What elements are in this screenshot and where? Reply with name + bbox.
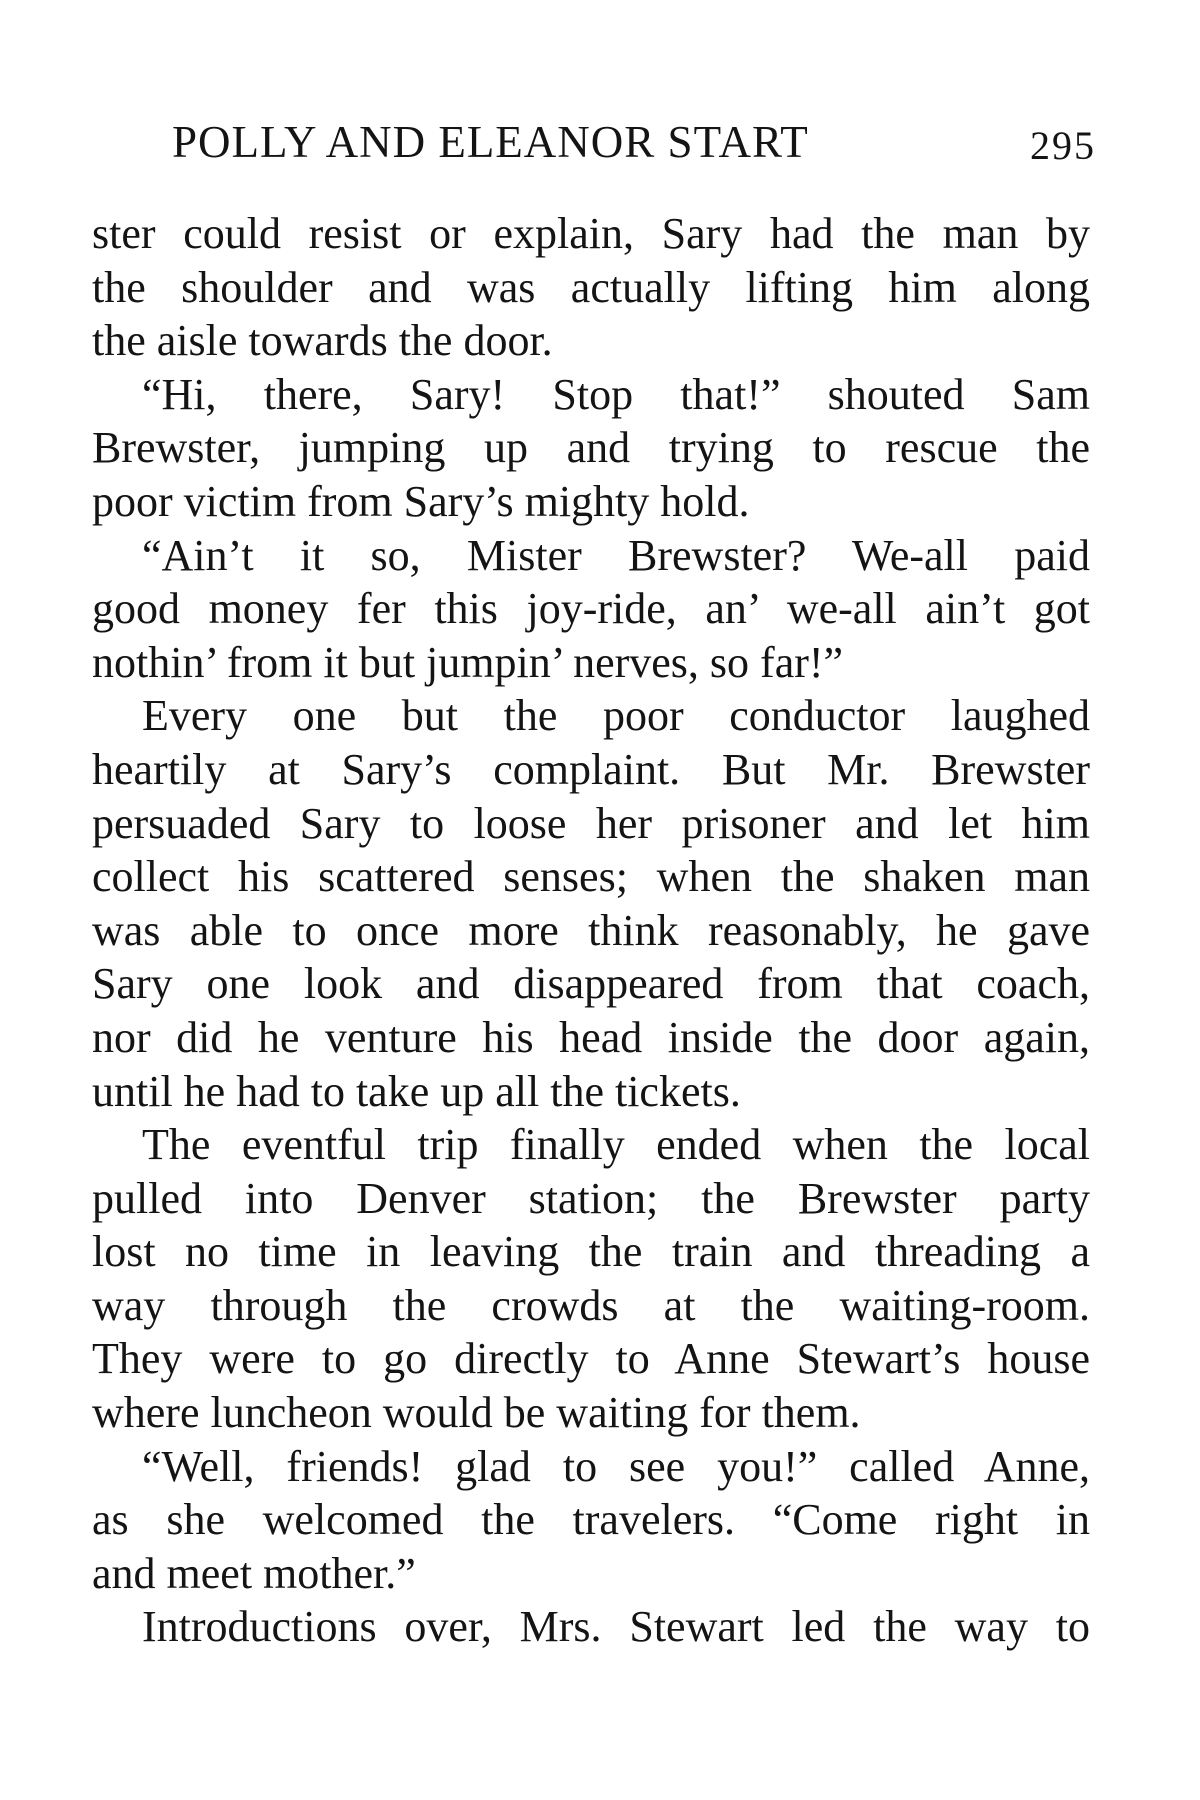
running-head — [90, 112, 1096, 172]
text-line: good money fer this joy-ride, an’ we-all ain’t got — [92, 584, 1090, 634]
text-line: nothin’ from it but jumpin’ nerves, so far!” — [92, 637, 844, 687]
text-line: “Hi, there, Sary! Stop that!” shouted Sam — [142, 369, 1090, 419]
text-line: poor victim from Sary’s mighty hold. — [92, 476, 750, 526]
text-line: way through the crowds at the waiting-room. — [92, 1280, 1090, 1330]
text-line: Introductions over, Mrs. Stewart led the way to — [142, 1602, 1090, 1652]
text-line: “Ain’t it so, Mister Brewster? We-all paid — [142, 530, 1090, 580]
text-line: the aisle towards the door. — [92, 316, 553, 366]
text-line: Sary one look and disappeared from that coach, — [92, 959, 1090, 1009]
text-line: “Well, friends! glad to see you!” called Anne, — [142, 1441, 1090, 1491]
text-line: ster could resist or explain, Sary had the man by — [92, 209, 1090, 258]
text-line: the shoulder and was actually lifting him along — [92, 262, 1090, 312]
text-line: The eventful trip finally ended when the local — [142, 1120, 1090, 1170]
page-number: 295 — [1030, 123, 1096, 168]
text-line: heartily at Sary’s complaint. But Mr. Brewster — [92, 744, 1090, 794]
text-line: Brewster, jumping up and trying to rescue the — [92, 423, 1090, 473]
text-line: nor did he venture his head inside the door again, — [92, 1012, 1090, 1062]
chapter-title: POLLY AND ELEANOR START — [172, 117, 809, 167]
text-line: where luncheon would be waiting for them. — [92, 1388, 861, 1438]
text-line: as she welcomed the travelers. “Come right in — [92, 1495, 1090, 1545]
text-line: lost no time in leaving the train and threading a — [92, 1227, 1090, 1277]
text-line: until he had to take up all the tickets. — [92, 1066, 741, 1116]
text-line: was able to once more think reasonably, he gave — [92, 905, 1090, 955]
text-line: pulled into Denver station; the Brewster party — [92, 1173, 1090, 1223]
body-text — [92, 207, 1090, 1654]
text-line: collect his scattered senses; when the shaken man — [92, 852, 1090, 902]
text-line: Every one but the poor conductor laughed — [142, 691, 1090, 741]
text-line: They were to go directly to Anne Stewart’s house — [92, 1334, 1090, 1384]
text-line: and meet mother.” — [92, 1548, 416, 1598]
text-line: persuaded Sary to loose her prisoner and let him — [92, 798, 1090, 848]
